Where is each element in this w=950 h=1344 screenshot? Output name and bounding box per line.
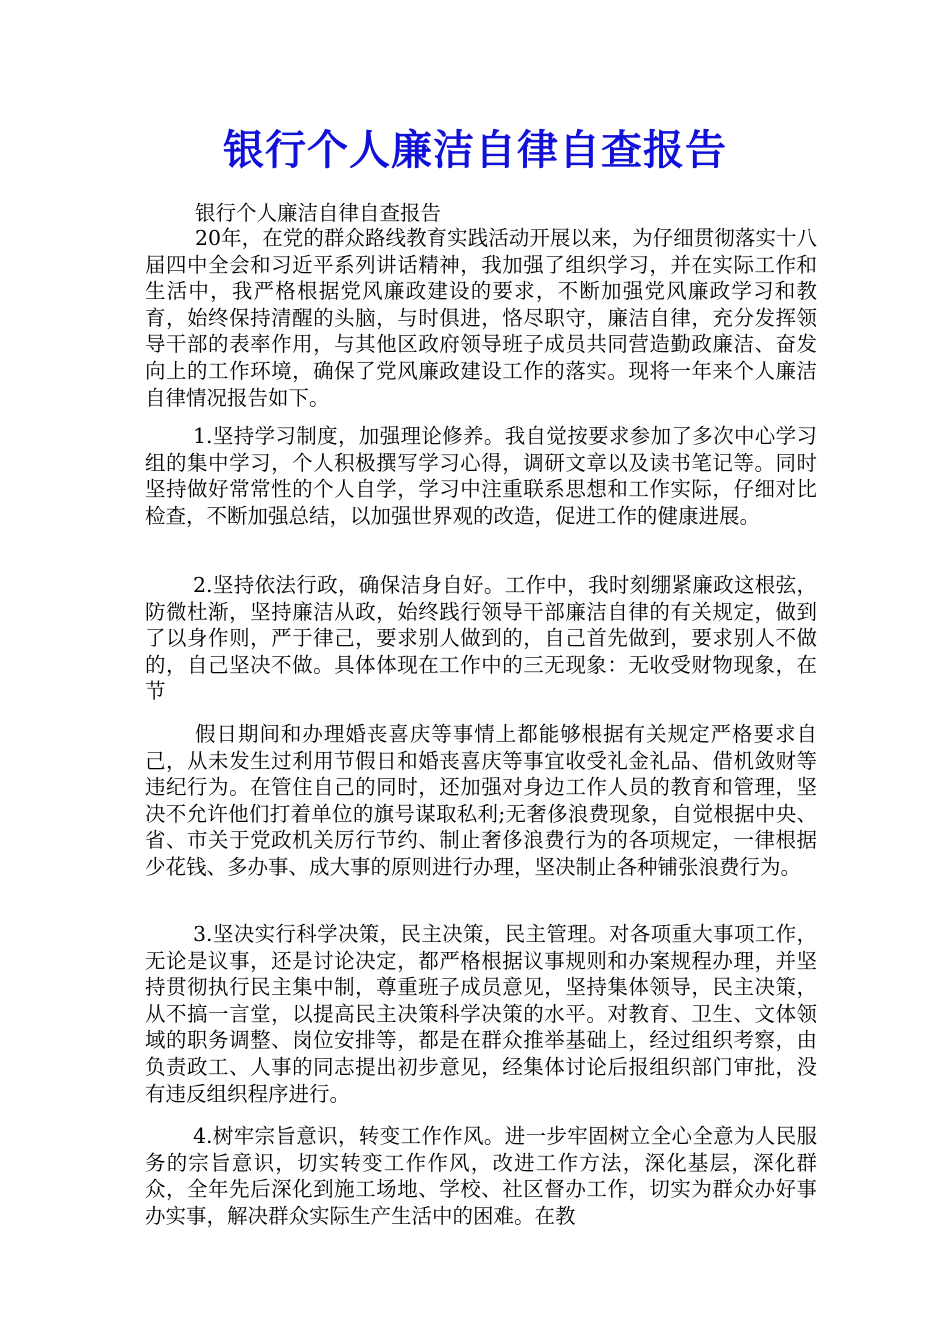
paragraph-4: 4.树牢宗旨意识，转变工作作风。进一步牢固树立全心全意为人民服务的宗旨意识，切实转变工作作风，改进工作方法，深化基层，深化群众，全年先后深化到施工场地、学校、社区督办工作，切实为群众办好事办实事，解决群众实际生产生活中的困难。在教 bbox=[145, 1124, 817, 1228]
document-title: 银行个人廉洁自律自查报告 bbox=[223, 126, 727, 174]
paragraph-intro: 20年，在党的群众路线教育实践活动开展以来，为仔细贯彻落实十八届四中全会和习近平系列讲话精神，我加强了组织学习，并在实际工作和生活中，我严格根据党风廉政建设的要求，不断加强党风廉政学习和教育，始终保持清醒的头脑，与时俱进，恪尽职守，廉洁自律，充分发挥领导干部的表率作用，与其他区政府领导班子成员共同营造勤政廉洁、奋发向上的工作环境，确保了党风廉政建设工作的落实。现将一年来个人廉洁自律情况报告如下。 bbox=[145, 226, 817, 410]
document-subtitle: 银行个人廉洁自律自查报告 bbox=[195, 201, 441, 225]
paragraph-2: 2.坚持依法行政，确保洁身自好。工作中，我时刻绷紧廉政这根弦，防微杜渐，坚持廉洁从政，始终践行领导干部廉洁自律的有关规定，做到了以身作则，严于律己，要求别人做到的，自己首先做到，要求别人不做的，自己坚决不做。具体体现在工作中的三无现象：无收受财物现象，在节 bbox=[145, 573, 817, 704]
paragraph-1: 1.坚持学习制度，加强理论修养。我自觉按要求参加了多次中心学习组的集中学习，个人积极撰写学习心得，调研文章以及读书笔记等。同时坚持做好常常性的个人自学，学习中注重联系思想和工作实际，仔细对比检查，不断加强总结，以加强世界观的改造，促进工作的健康进展。 bbox=[145, 424, 817, 528]
paragraph-2-continued: 假日期间和办理婚丧喜庆等事情上都能够根据有关规定严格要求自己，从未发生过利用节假日和婚丧喜庆等事宜收受礼金礼品、借机敛财等违纪行为。在管住自己的同时，还加强对身边工作人员的教育和管理，坚决不允许他们打着单位的旗号谋取私利;无奢侈浪费现象，自觉根据中央、省、市关于党政机关厉行节约、制止奢侈浪费行为的各项规定，一律根据少花钱、多办事、成大事的原则进行办理，坚决制止各种铺张浪费行为。 bbox=[145, 722, 817, 879]
paragraph-3: 3.坚决实行科学决策，民主决策，民主管理。对各项重大事项工作，无论是议事，还是讨论决定，都严格根据议事规则和办案规程办理，并坚持贯彻执行民主集中制，尊重班子成员意见，坚持集体领导，民主决策，从不搞一言堂，以提高民主决策科学决策的水平。对教育、卫生、文体领域的职务调整、岗位安排等，都是在群众推举基础上，经过组织考察，由负责政工、人事的同志提出初步意见，经集体讨论后报组织部门审批，没有违反组织程序进行。 bbox=[145, 922, 817, 1106]
